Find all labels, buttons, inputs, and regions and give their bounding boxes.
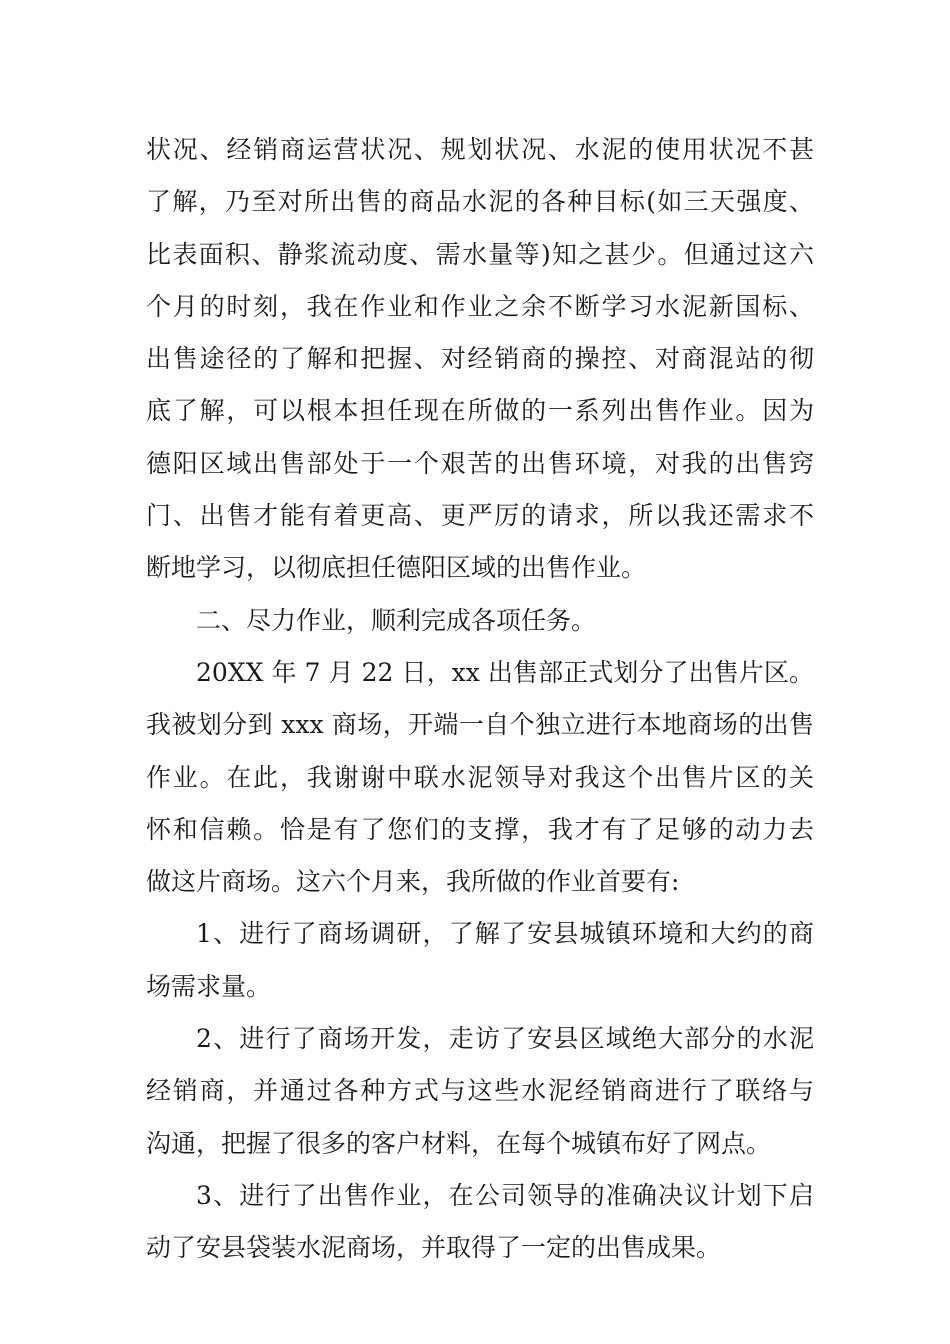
document-body — [146, 124, 814, 1275]
text-line: 状况、经销商运营状况、规划状况、水泥的使用状况不甚 — [146, 135, 814, 164]
text-line: 比表面积、静浆流动度、需水量等)知之甚少。但通过这六 — [146, 239, 814, 269]
text-line: 德阳区域出售部处于一个艰苦的出售环境，对我的出售窍 — [146, 448, 814, 478]
section-heading-two — [146, 595, 814, 647]
text-line: 做这片商场。这六个月来，我所做的作业首要有: — [146, 867, 680, 897]
paragraph-training-summary — [146, 124, 814, 595]
text-line: 了解，乃至对所出售的商品水泥的各种目标(如三天强度、 — [146, 187, 814, 217]
text-line: 2、进行了商场开发，走访了安县区域绝大部分的水泥 — [196, 1024, 814, 1054]
text-line: 怀和信赖。恰是有了您们的支撑，我才有了足够的动力去 — [146, 814, 814, 844]
section-heading-text: 二、尽力作业，顺利完成各项任务。 — [196, 605, 597, 635]
text-line: 动了安县袋装水泥商场，并取得了一定的出售成果。 — [146, 1233, 722, 1263]
text-line: 断地学习，以彻底担任德阳区域的出售作业。 — [146, 553, 647, 583]
list-item-1 — [146, 908, 814, 1013]
text-line: 门、出售才能有着更高、更严厉的请求，所以我还需求不 — [146, 501, 814, 531]
text-line: 3、进行了出售作业，在公司领导的准确决议计划下启 — [196, 1180, 814, 1210]
text-line: 1、进行了商场调研，了解了安县城镇环境和大约的商 — [196, 919, 814, 949]
text-line: 20XX 年 7 月 22 日，xx 出售部正式划分了出售片区。 — [196, 657, 814, 687]
text-line: 沟通，把握了很多的客户材料，在每个城镇布好了网点。 — [146, 1128, 772, 1158]
text-line: 我被划分到 xxx 商场，开端一自个独立进行本地商场的出售 — [146, 710, 814, 740]
text-line: 经销商，并通过各种方式与这些水泥经销商进行了联络与 — [146, 1076, 814, 1106]
text-line: 出售途径的了解和把握、对经销商的操控、对商混站的彻 — [146, 344, 814, 374]
text-line: 个月的时刻，我在作业和作业之余不断学习水泥新国标、 — [146, 291, 814, 321]
text-line: 场需求量。 — [146, 971, 272, 1001]
list-item-3 — [146, 1170, 814, 1275]
text-line: 作业。在此，我谢谢中联水泥领导对我这个出售片区的关 — [146, 762, 814, 792]
list-item-2 — [146, 1013, 814, 1170]
paragraph-market-assignment — [146, 647, 814, 908]
text-line: 底了解，可以根本担任现在所做的一系列出售作业。因为 — [146, 396, 814, 426]
